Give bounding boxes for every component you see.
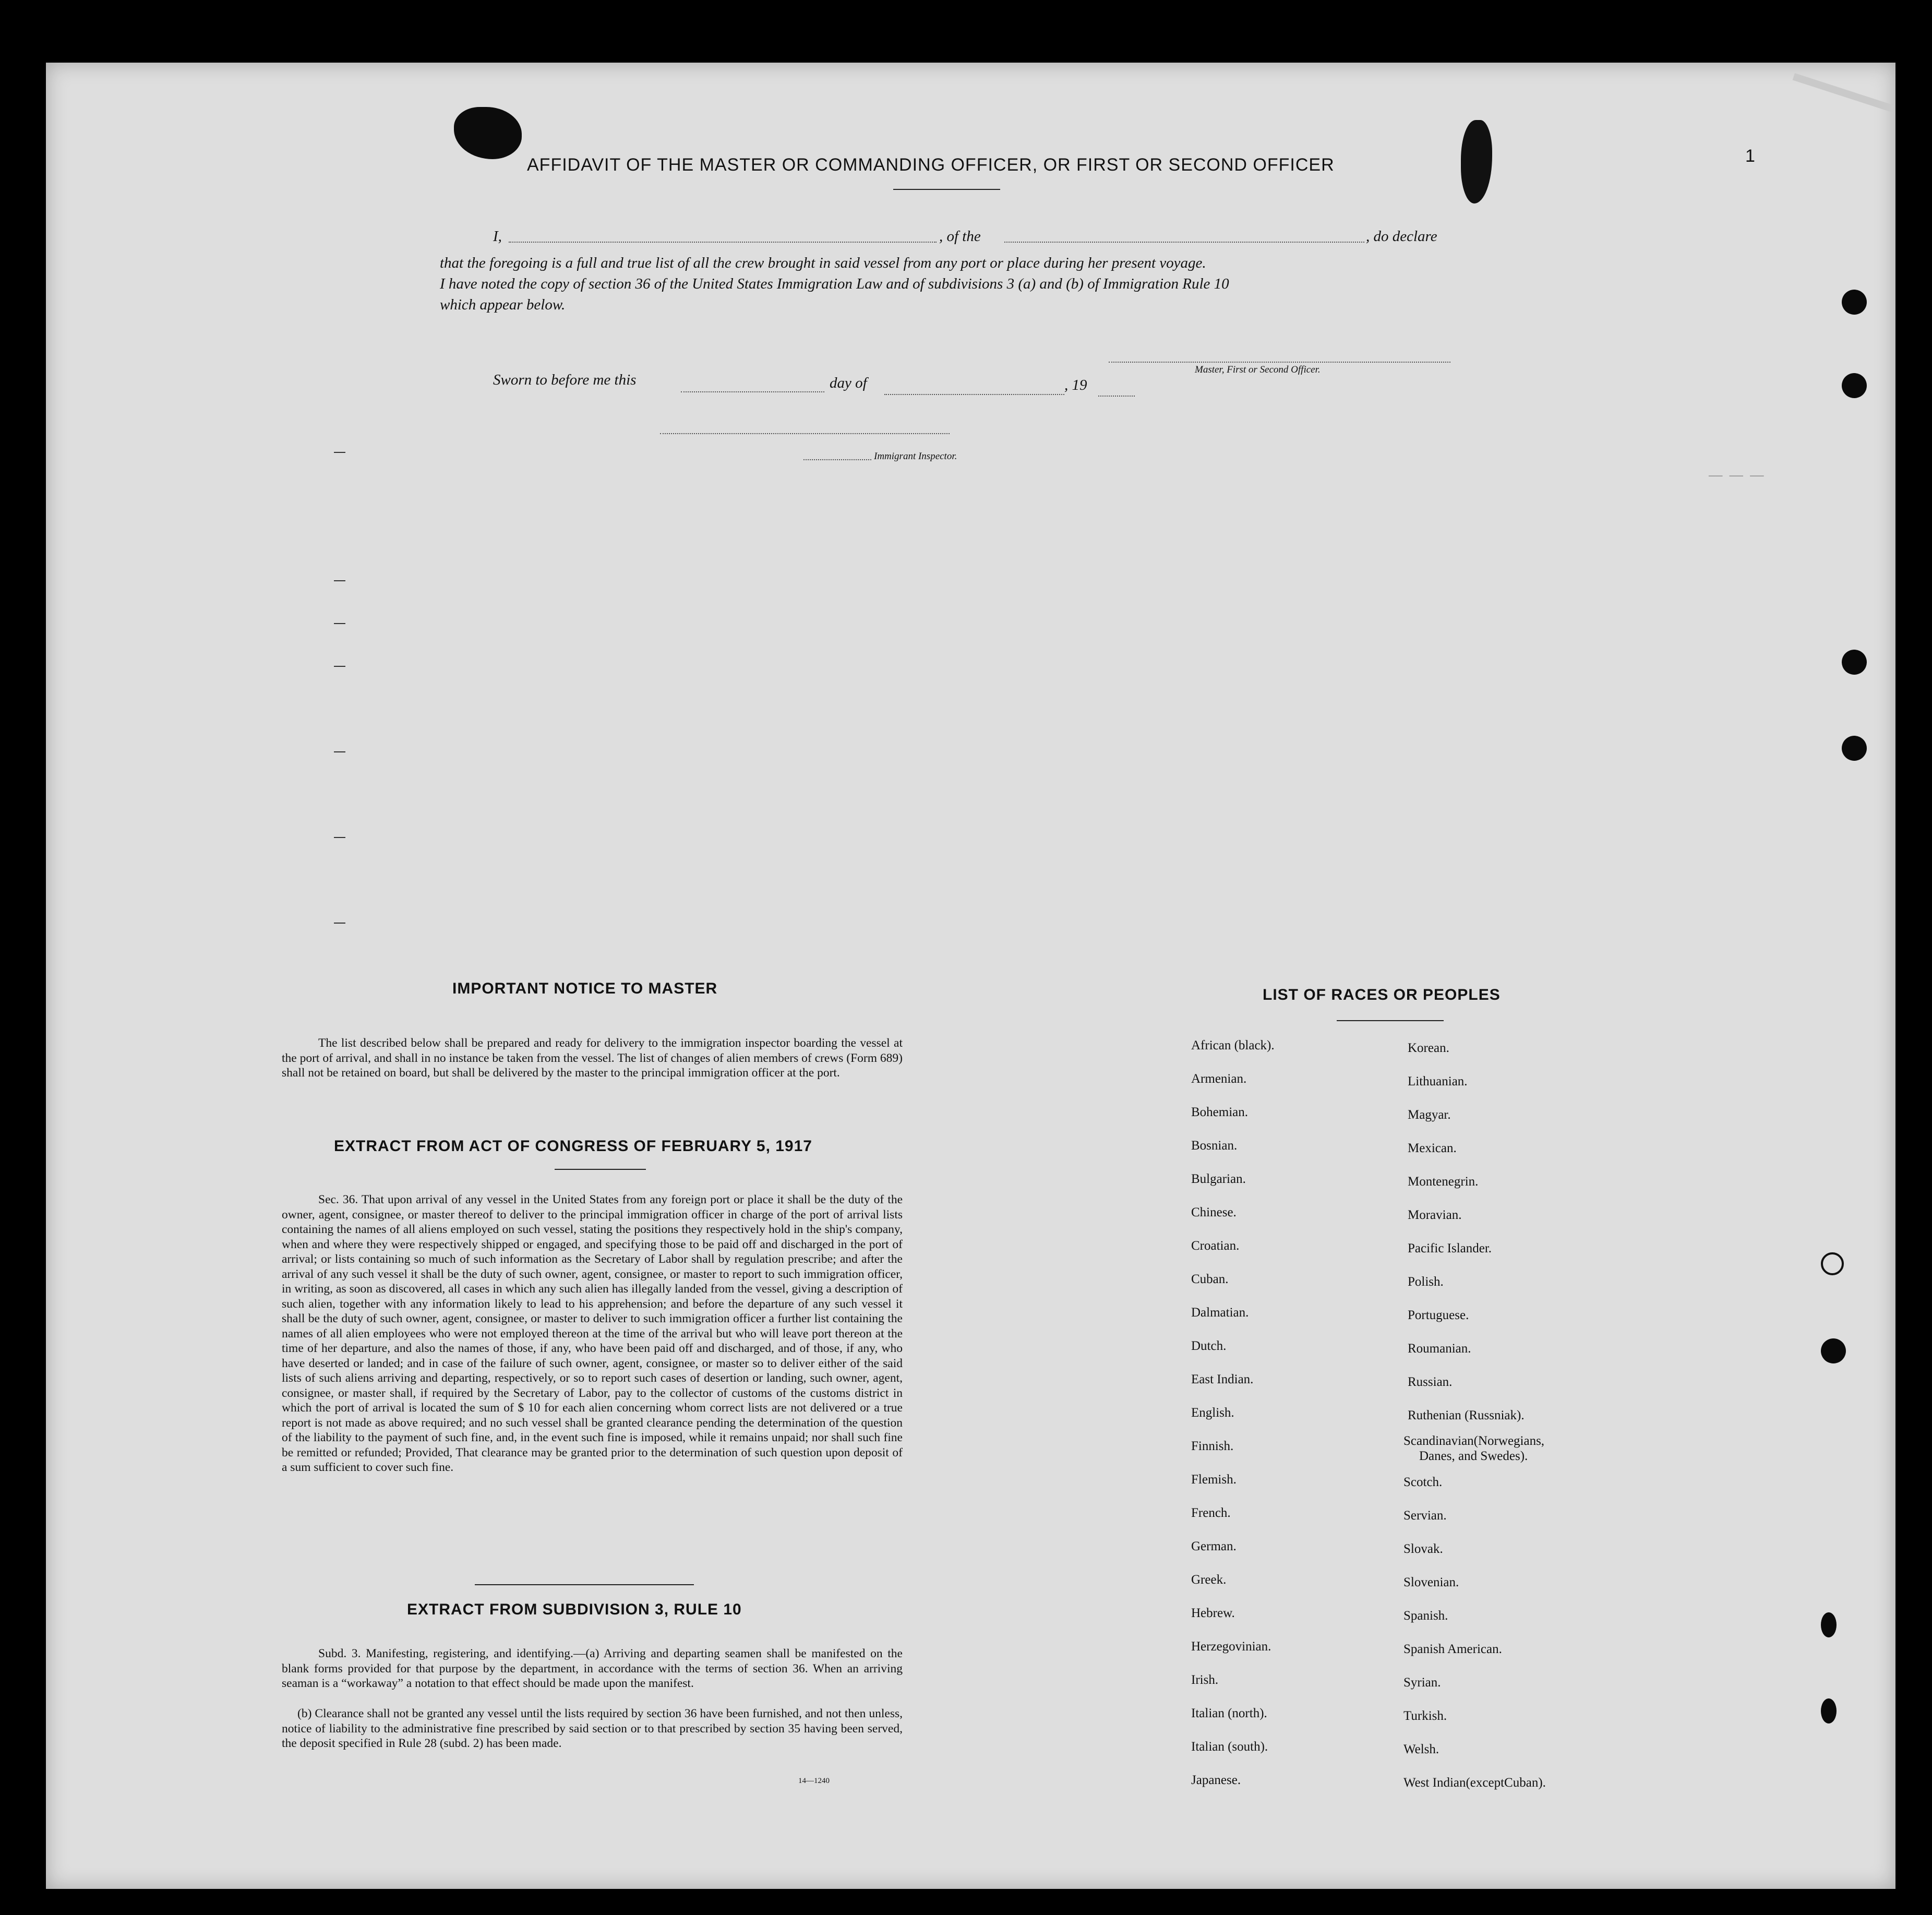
- race-item: Mexican.: [1408, 1141, 1457, 1155]
- race-item: Armenian.: [1191, 1072, 1247, 1086]
- race-item: Herzegovinian.: [1191, 1639, 1271, 1654]
- races-rule: [1337, 1020, 1444, 1021]
- race-item: African (black).: [1191, 1038, 1275, 1052]
- sworn-year-field[interactable]: [1098, 396, 1135, 397]
- bleed-through-mark: —— —— ——: [1709, 470, 1764, 483]
- race-item: Portuguese.: [1408, 1308, 1469, 1322]
- race-item: Roumanian.: [1408, 1342, 1471, 1356]
- races-heading: LIST OF RACES OR PEOPLES: [1263, 986, 1501, 1003]
- affidavit-title: AFFIDAVIT OF THE MASTER OR COMMANDING OFFICER, OR FIRST OR SECOND OFFICER: [527, 155, 1335, 175]
- race-item: Syrian.: [1403, 1675, 1441, 1690]
- race-item: Greek.: [1191, 1573, 1227, 1587]
- punch-hole: [1842, 290, 1867, 315]
- race-item: Slovenian.: [1403, 1575, 1459, 1589]
- race-item: Scandinavian(Norwegians,: [1403, 1434, 1545, 1448]
- margin-dash: [334, 923, 345, 924]
- inspector-signature-field[interactable]: [660, 433, 950, 434]
- race-item: Cuban.: [1191, 1272, 1229, 1286]
- margin-dash: [334, 452, 345, 453]
- punch-hole: [1842, 736, 1867, 761]
- punch-hole: [1821, 1338, 1846, 1363]
- margin-dash: [334, 666, 345, 667]
- master-caption: Master, First or Second Officer.: [1195, 364, 1321, 375]
- race-item: German.: [1191, 1539, 1237, 1553]
- master-signature-field[interactable]: [1109, 362, 1450, 363]
- manifest-page: [46, 63, 1895, 1889]
- margin-dash: [334, 580, 345, 581]
- punch-hole: [1842, 373, 1867, 398]
- inspector-lead-line: [803, 459, 871, 460]
- race-item: French.: [1191, 1506, 1231, 1520]
- vessel-name-field[interactable]: [1004, 242, 1364, 243]
- race-item: Montenegrin.: [1408, 1175, 1479, 1189]
- race-item: Russian.: [1408, 1375, 1453, 1389]
- race-item: West Indian(exceptCuban).: [1403, 1776, 1546, 1790]
- title-rule: [893, 189, 1000, 190]
- declarant-name-field[interactable]: [509, 242, 937, 243]
- act-rule: [555, 1169, 646, 1170]
- race-item: Italian (south).: [1191, 1740, 1268, 1754]
- act-end-rule: [475, 1584, 694, 1585]
- rule-text-b: (b) Clearance shall not be granted any vessel until the lists required by section 36 have been furnished, and not then unless, notice of liability to the administrative fine prescribed by said section or to that prescribed by section 35 having been served, the deposit specified in Rule 28 (subd. 2) has been made.: [282, 1707, 903, 1750]
- margin-dash: [334, 837, 345, 838]
- race-item: Lithuanian.: [1408, 1074, 1468, 1088]
- race-item: Flemish.: [1191, 1473, 1237, 1487]
- punch-hole: [1821, 1698, 1837, 1724]
- affidavit-i: I,: [493, 228, 502, 245]
- year-label: , 19: [1064, 377, 1087, 393]
- page-number: 1: [1745, 146, 1755, 166]
- race-item: Slovak.: [1403, 1542, 1443, 1556]
- race-item: Spanish American.: [1403, 1642, 1502, 1656]
- day-of-label: day of: [830, 375, 867, 391]
- rule-heading: EXTRACT FROM SUBDIVISION 3, RULE 10: [407, 1601, 742, 1618]
- race-item: Hebrew.: [1191, 1606, 1235, 1620]
- act-text: Sec. 36. That upon arrival of any vessel in the United States from any foreign port or place it shall be the duty of the owner, agent, consignee, or master thereof to deliver to the principal immigration officer in charge of the port of arrival lists containing the names of all aliens employed on such vessel, stating the positions they respectively hold in the ship's company, when and where they were respectively shipped or engaged, and specifying those to be paid off and discharged in the port of arrival; or lists containing so much of such information as the Secretary of Labor shall by regulation prescribe; and after the arrival of any such vessel it shall be the duty of such owner, agent, consignee, or master to report to such immigration officer, in writing, as soon as discovered, all cases in which any such alien has illegally landed from the vessel, giving a description of such alien, together with any information likely to lead to his apprehension; and before the departure of any such vessel it shall be the duty of such owner, agent, consignee, or master to deliver to such immigration officer a further list containing the names of all alien employees who were not employed thereon at the time of the arrival but who will leave port thereon at the time of her departure, and also the names of those, if any, who have been paid off and discharged, and of those, if any, who have deserted or landed; and in case of the failure of such owner, agent, consignee, or master so to deliver either of the said lists of such aliens arriving and departing, respectively, or so to report such cases of desertion or landing, such owner, agent, consignee, or master shall, if required by the Secretary of Labor, pay to the collector of customs of the customs district in which the port of arrival is located the sum of $ 10 for each alien concerning whom correct lists are not delivered or a true report is not made as above required; and no such vessel shall be granted clearance pending the determination of the question of the liability to the payment of such fine, and, in the event such fine is imposed, while it remains unpaid; nor shall such fine be remitted or refunded; Provided, That clearance may be granted prior to the determination of such question upon deposit of a sum sufficient to cover such fine.: [282, 1193, 903, 1474]
- race-item: Bulgarian.: [1191, 1172, 1246, 1186]
- act-heading: EXTRACT FROM ACT OF CONGRESS OF FEBRUARY 5, 1917: [334, 1138, 812, 1155]
- race-item: Polish.: [1408, 1275, 1444, 1289]
- race-item: Korean.: [1408, 1041, 1449, 1055]
- form-number: 14—1240: [798, 1777, 830, 1785]
- race-item: Servian.: [1403, 1509, 1447, 1523]
- affidavit-line-2: I have noted the copy of section 36 of the United States Immigration Law and of subdivisions 3 (a) and (b) of Immigration Rule 10: [440, 276, 1229, 292]
- punch-hole: [1842, 650, 1867, 675]
- race-item: Dalmatian.: [1191, 1306, 1249, 1320]
- notice-heading: IMPORTANT NOTICE TO MASTER: [452, 980, 718, 997]
- notice-text: The list described below shall be prepared and ready for delivery to the immigration inspector boarding the vessel at the port of arrival, and shall in no instance be taken from the vessel. The list of changes of alien members of crews (Form 689) shall not be retained on board, but shall be delivered by the master to the principal immigration officer at the port.: [282, 1036, 903, 1080]
- race-item: Magyar.: [1408, 1108, 1451, 1122]
- sworn-month-field[interactable]: [884, 394, 1064, 395]
- race-item: Ruthenian (Russniak).: [1408, 1408, 1525, 1422]
- race-item: Danes, and Swedes).: [1419, 1449, 1528, 1463]
- race-item: Bosnian.: [1191, 1139, 1238, 1153]
- race-item: Pacific Islander.: [1408, 1241, 1492, 1255]
- race-item: Finnish.: [1191, 1439, 1234, 1453]
- race-item: Croatian.: [1191, 1239, 1240, 1253]
- sworn-day-field[interactable]: [681, 391, 824, 392]
- race-item: Scotch.: [1403, 1475, 1443, 1489]
- race-item: Chinese.: [1191, 1205, 1237, 1219]
- rule-text-a: Subd. 3. Manifesting, registering, and identifying.—(a) Arriving and departing seamen shall be manifested on the blank forms provided for that purpose by the department, in accordance with the terms of section 36. When an arriving seaman is a “workaway” a notation to that effect should be made upon the manifest.: [282, 1647, 903, 1690]
- affidavit-of-the: , of the: [939, 228, 981, 245]
- punch-hole: [1821, 1252, 1844, 1275]
- race-item: Japanese.: [1191, 1773, 1241, 1787]
- margin-dash: [334, 751, 345, 752]
- race-item: East Indian.: [1191, 1372, 1254, 1386]
- punch-hole: [1821, 1612, 1837, 1637]
- affidavit-do-declare: , do declare: [1366, 228, 1437, 245]
- race-item: Dutch.: [1191, 1339, 1227, 1353]
- sworn-label: Sworn to before me this: [493, 372, 637, 388]
- margin-dash: [334, 623, 345, 624]
- race-item: Bohemian.: [1191, 1105, 1249, 1119]
- race-item: Italian (north).: [1191, 1706, 1267, 1720]
- affidavit-line-1: that the foregoing is a full and true list of all the crew brought in said vessel from any port or place during her present voyage.: [440, 255, 1206, 271]
- race-item: Irish.: [1191, 1673, 1219, 1687]
- race-item: Turkish.: [1403, 1709, 1447, 1723]
- race-item: Moravian.: [1408, 1208, 1462, 1222]
- race-item: English.: [1191, 1406, 1234, 1420]
- affidavit-line-3: which appear below.: [440, 296, 566, 313]
- race-item: Spanish.: [1403, 1609, 1448, 1623]
- inspector-caption: Immigrant Inspector.: [874, 451, 957, 462]
- race-item: Welsh.: [1403, 1742, 1439, 1756]
